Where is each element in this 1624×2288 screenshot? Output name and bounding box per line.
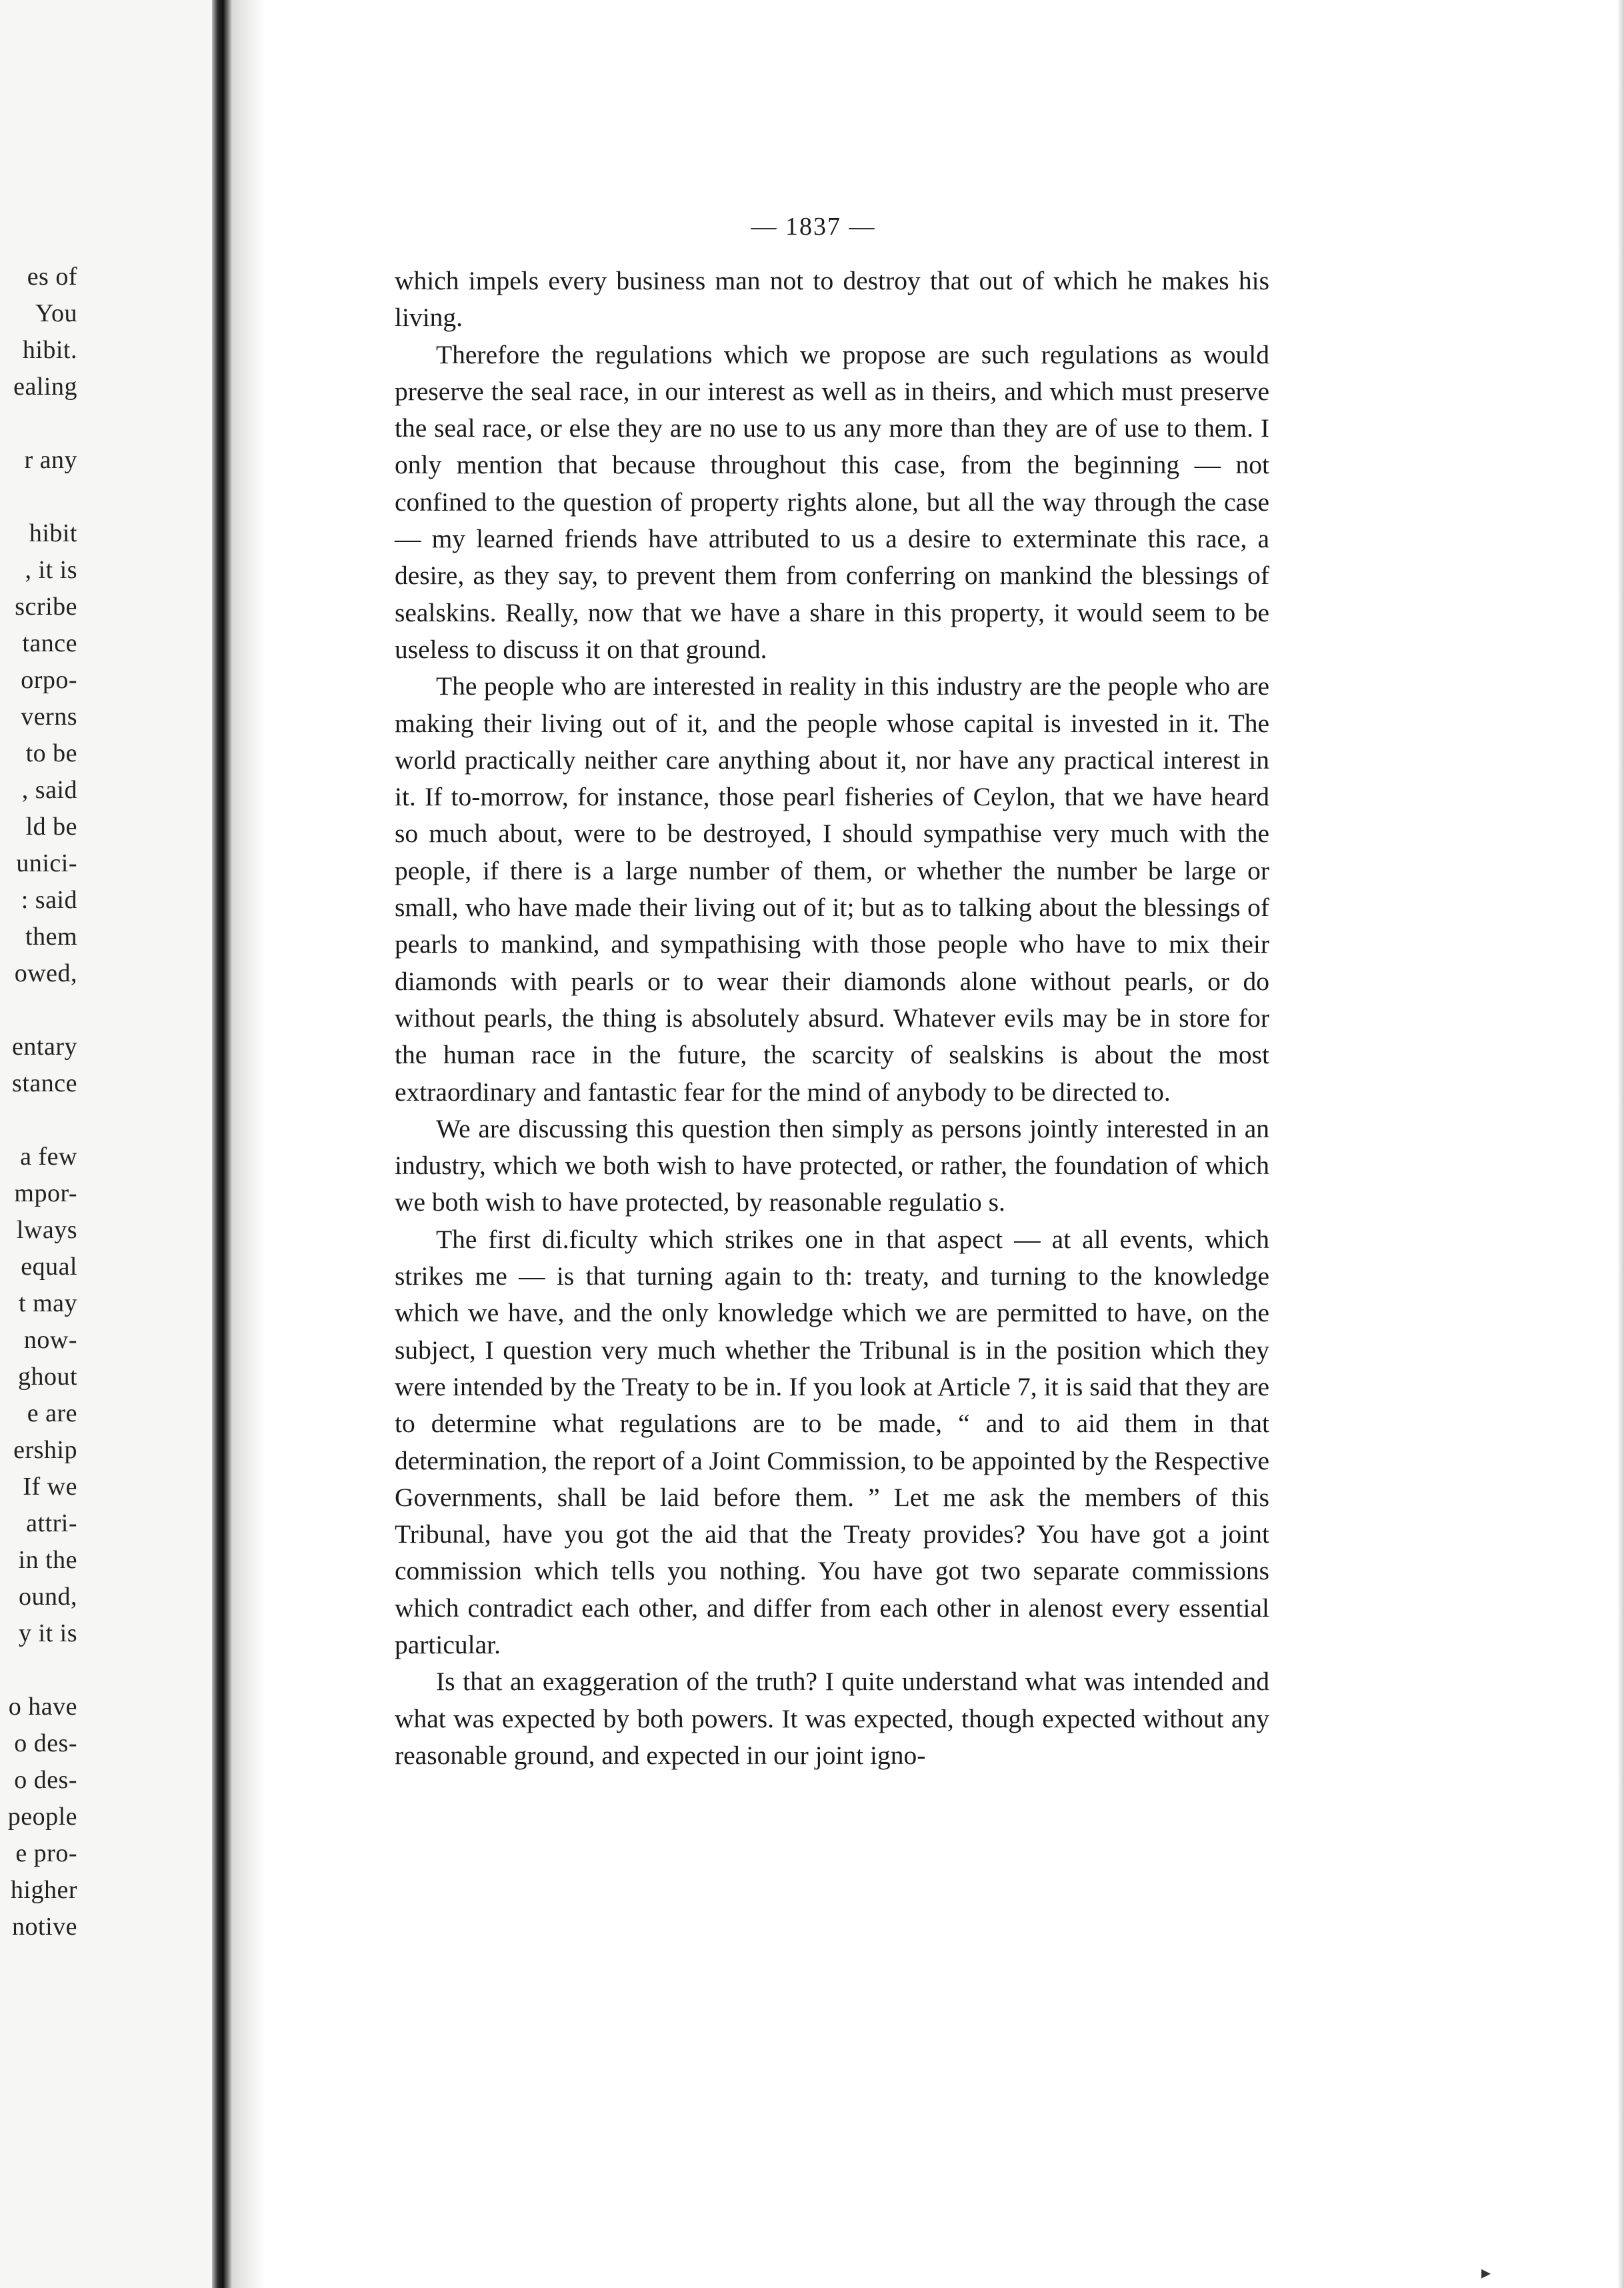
facing-page-line: owed, bbox=[14, 959, 77, 987]
facing-page-line: t may bbox=[19, 1289, 77, 1317]
facing-page-line: mpor- bbox=[14, 1179, 77, 1207]
facing-page-line: ld be bbox=[25, 813, 77, 841]
facing-page-line: lways bbox=[16, 1216, 77, 1244]
facing-page-line: attri- bbox=[26, 1509, 77, 1537]
facing-page-line: entary bbox=[12, 1033, 77, 1061]
page-number: — 1837 — bbox=[751, 213, 876, 241]
paragraph: We are discussing this question then simply as persons jointly interested in an industry, which we both wish to have protected, or rather, the foundation of which we both wish to have protected, by reasonable regulatio s. bbox=[395, 1113, 1269, 1217]
facing-page-line: e pro- bbox=[15, 1839, 77, 1867]
facing-page-line: in the bbox=[18, 1546, 77, 1574]
facing-page-line: o des- bbox=[14, 1729, 77, 1757]
paragraph: Is that an exaggeration of the truth? I quite understand what was intended and what was expected by both powers. It was expected, though expected without any reasonable ground, and expected in our joint igno- bbox=[395, 1667, 1269, 1770]
facing-page-line: ound, bbox=[19, 1583, 77, 1611]
scan-corner-mark: ▸ bbox=[1481, 2263, 1491, 2283]
page-body bbox=[395, 263, 1269, 1774]
facing-page-line bbox=[0, 405, 77, 442]
facing-page-line: o have bbox=[8, 1693, 77, 1721]
facing-page-line bbox=[0, 479, 77, 515]
facing-page-line bbox=[0, 992, 77, 1029]
facing-page-line: ership bbox=[13, 1436, 77, 1464]
page-edge bbox=[1617, 0, 1624, 2288]
facing-page-line bbox=[0, 1102, 77, 1139]
facing-page-line: : said bbox=[21, 886, 77, 914]
facing-page-line: , it is bbox=[25, 556, 77, 584]
facing-page-line: o des- bbox=[14, 1766, 77, 1794]
paragraph: Therefore the regulations which we propose are such regulations as would preserve the seal race, in our interest as well as in theirs, and which must preserve the seal race, or else they are no use to us any more than they are of use to them. I only mention that because throughout this case, from the beginning — not confined to the question of property rights alone, but all the way through the case — my learned friends have attributed to us a desire to exterminate this race, a desire, as they say, to prevent them from conferring on mankind the blessings of sealskins. Really, now that we have a share in this property, it would seem to be useless to discuss it on that ground. bbox=[395, 339, 1269, 664]
facing-page-line: hibit. bbox=[22, 336, 77, 364]
facing-page-line: , said bbox=[21, 776, 77, 804]
facing-page-left bbox=[0, 0, 212, 2288]
facing-page-line: hibit bbox=[29, 519, 77, 547]
gutter-shadow bbox=[232, 0, 265, 2288]
facing-page-line: tance bbox=[22, 629, 77, 657]
paragraph: The people who are interested in reality in this industry are the people who are making their living out of it, and the people whose capital is invested in it. The world practically neither care anything about it, nor have any practical interest in it. If to-morrow, for instance, those pearl fisheries of Ceylon, that we have heard so much about, were to be destroyed, I should sympathise very much with the people, if there is a large number of them, or whether the number be large or small, who have made their living out of it; but as to talking about the blessings of pearls to mankind, and sympathising with those people who have to mix their diamonds with pearls or to wear their diamonds alone without pearls, or do without pearls, the thing is absolutely absurd. Whatever evils may be in store for the human race in the future, the scarcity of sealskins is about the most extraordinary and fantastic fear for the mind of anybody to be directed to. bbox=[395, 671, 1269, 1107]
paragraph: The first di.ficulty which strikes one in that aspect — at all events, which strikes me — is that turning again to th: treaty, and turning to the knowledge which we have, and the only knowledge which we are permitted to have, on the subject, I question very much whether the Tribunal is in the position which they were intended by the Treaty to be in. If you look at Article 7, it is said that they are to determine what regulations are to be made, “ and to aid them in that determination, the report of a Joint Commission, to be appointed by the Respective Governments, shall be laid before them. ” Let me ask the members of this Tribunal, have you got the aid that the Treaty provides? You have got a joint commission which tells you nothing. You have got two separate commissions which contradict each other, and differ from each other in alenost every essential particular. bbox=[395, 1224, 1270, 1659]
facing-page-line: r any bbox=[24, 446, 77, 474]
facing-page-line: to be bbox=[25, 739, 77, 767]
facing-page-line bbox=[0, 1652, 77, 1689]
paragraph: which impels every business man not to destroy that out of which he makes his living. bbox=[395, 266, 1269, 333]
facing-page-line: If we bbox=[23, 1473, 77, 1501]
facing-page-line: verns bbox=[21, 703, 77, 731]
facing-page-line: y it is bbox=[19, 1619, 77, 1647]
facing-page-line: higher bbox=[10, 1876, 77, 1904]
facing-page-line: stance bbox=[12, 1069, 77, 1097]
facing-page-line: e are bbox=[27, 1399, 77, 1427]
book-gutter bbox=[212, 0, 232, 2288]
facing-page-line: equal bbox=[21, 1253, 77, 1281]
facing-page-text-fragments bbox=[0, 259, 77, 1945]
facing-page-line: people bbox=[7, 1803, 77, 1831]
facing-page-line: orpo- bbox=[21, 666, 77, 694]
facing-page-line: a few bbox=[20, 1143, 77, 1171]
facing-page-line: notive bbox=[12, 1913, 77, 1941]
facing-page-line: them bbox=[25, 923, 77, 951]
facing-page-line: You bbox=[35, 299, 77, 327]
facing-page-line: es of bbox=[27, 263, 77, 291]
facing-page-line: ghout bbox=[17, 1363, 77, 1391]
facing-page-line: ealing bbox=[13, 373, 77, 401]
facing-page-line: scribe bbox=[15, 593, 77, 621]
facing-page-line: unici- bbox=[16, 849, 77, 877]
facing-page-line: now- bbox=[23, 1326, 77, 1354]
